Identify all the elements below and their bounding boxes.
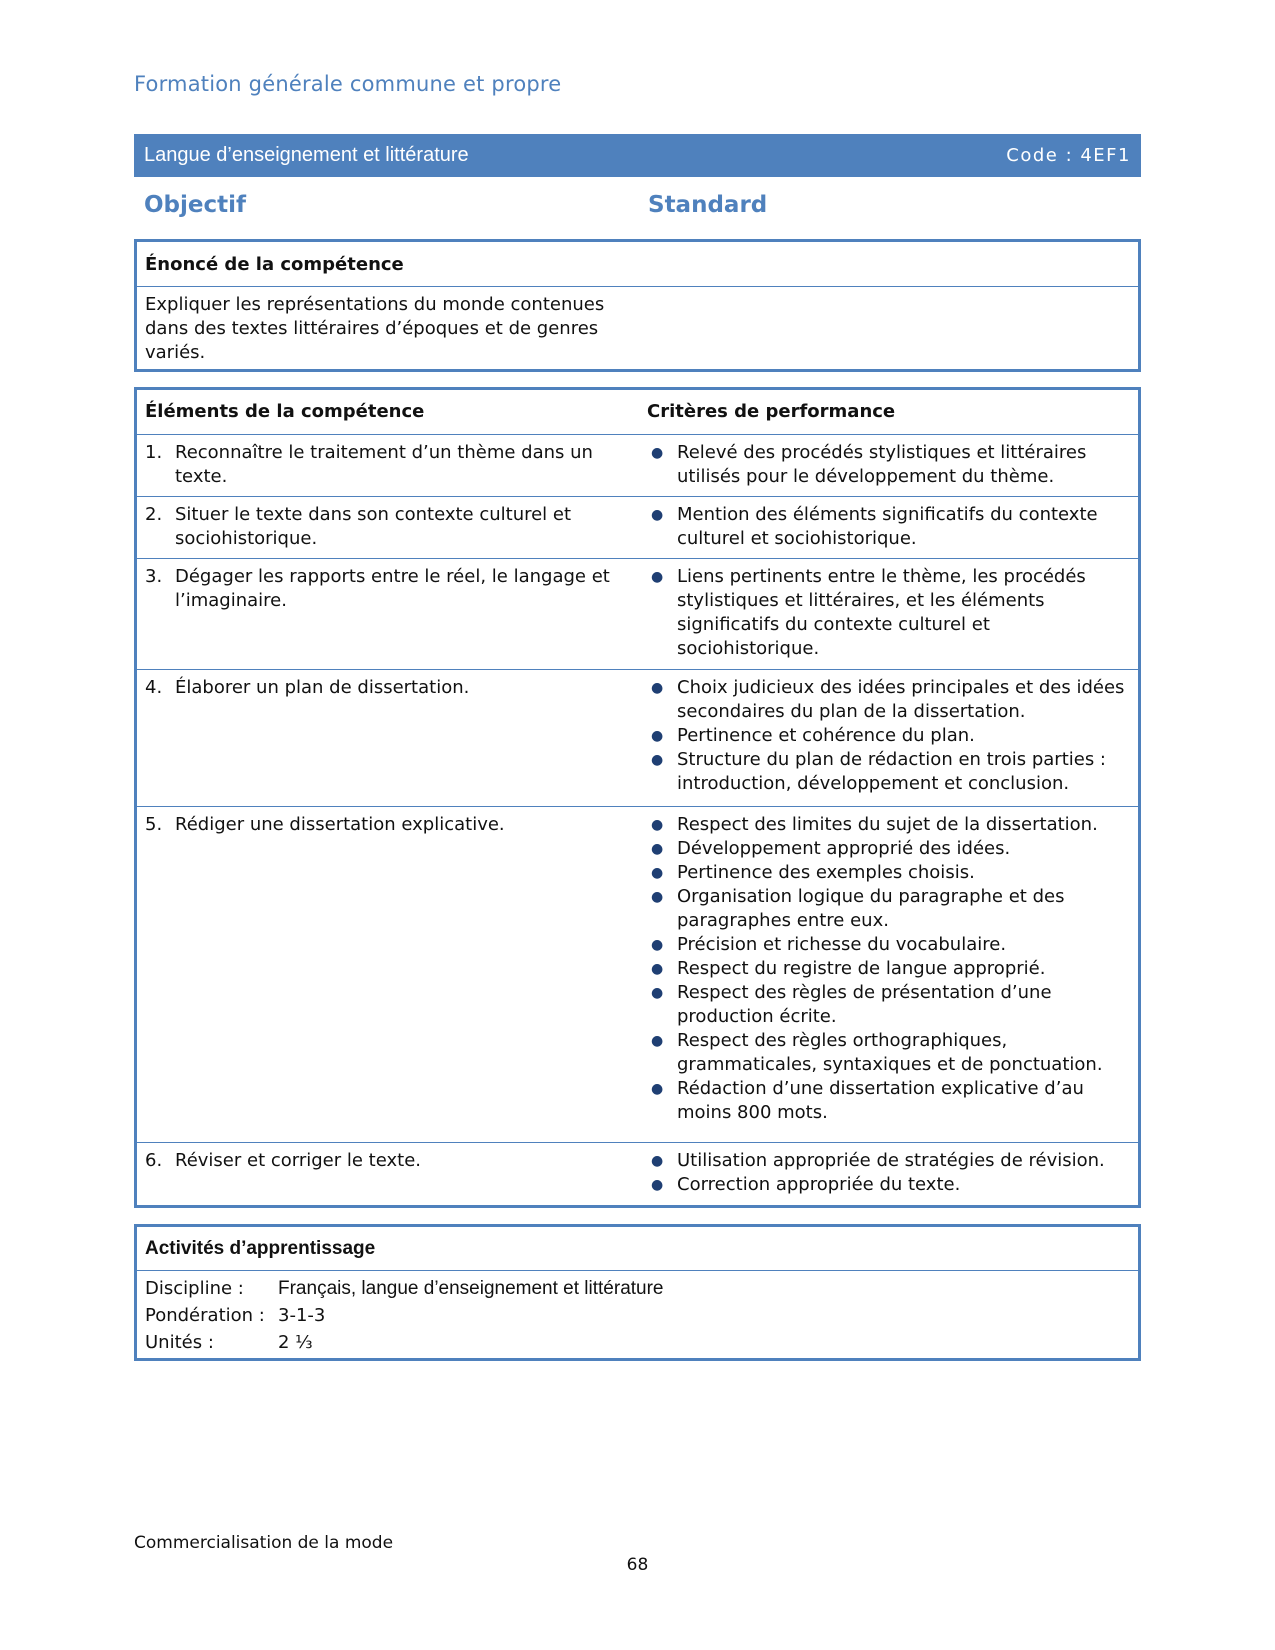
element-number: 2. [145, 504, 163, 525]
table-header-row [137, 390, 1138, 435]
units-value: 2 ⅓ [278, 1332, 313, 1353]
bullet-icon: ● [651, 889, 664, 905]
criteria-item: ● Relevé des procédés stylistiques et littéraires utilisés pour le développement du thème. [647, 441, 1130, 489]
table-row [137, 807, 1138, 1143]
bullet-icon: ● [651, 445, 664, 461]
element-text: Rédiger une dissertation explicative. [175, 814, 505, 835]
objective-heading: Objectif [144, 192, 247, 218]
element-item [145, 565, 631, 613]
element-number: 6. [145, 1150, 163, 1171]
element-number: 3. [145, 566, 163, 587]
criteria-list [647, 565, 1130, 661]
units-label: Unités : [145, 1332, 214, 1353]
element-item [145, 676, 631, 700]
bullet-icon: ● [651, 680, 664, 696]
bullet-icon: ● [651, 752, 664, 768]
bullet-icon: ● [651, 865, 664, 881]
activities-header: Activités d’apprentissage [137, 1227, 1138, 1271]
element-number: 4. [145, 677, 163, 698]
col-header-criteria: Critères de performance [647, 401, 896, 422]
table-row [137, 559, 1138, 670]
bullet-icon: ● [651, 1153, 664, 1169]
element-text: Reconnaître le traitement d’un thème dans un texte. [175, 442, 593, 487]
bullet-icon: ● [651, 841, 664, 857]
bullet-icon: ● [651, 1081, 664, 1097]
table-row [137, 435, 1138, 497]
page-number: 68 [626, 1555, 649, 1575]
standard-heading: Standard [648, 192, 768, 218]
weighting-value: 3-1-3 [278, 1305, 326, 1326]
element-item [145, 441, 631, 489]
discipline-value: Français, langue d’enseignement et littérature [278, 1278, 664, 1299]
criteria-list [647, 676, 1130, 796]
section-title: Formation générale commune et propre [134, 72, 562, 96]
footer-program: Commercialisation de la mode [134, 1533, 394, 1553]
bullet-icon: ● [651, 728, 664, 744]
element-item [145, 813, 631, 837]
bullet-icon: ● [651, 937, 664, 953]
weighting-label: Pondération : [145, 1305, 265, 1326]
element-item [145, 1149, 631, 1173]
learning-activities-box [134, 1224, 1141, 1361]
criteria-item: ● Pertinence des exemples choisis. [647, 861, 1130, 885]
competency-header: Énoncé de la compétence [137, 242, 1138, 287]
element-text: Situer le texte dans son contexte culturel et sociohistorique. [175, 504, 572, 549]
criteria-item: ● Structure du plan de rédaction en trois parties : introduction, développement et conclusion. [647, 748, 1130, 796]
criteria-item: ● Rédaction d’une dissertation explicative d’au moins 800 mots. [647, 1077, 1130, 1125]
criteria-item: ● Précision et richesse du vocabulaire. [647, 933, 1130, 957]
bullet-icon: ● [651, 985, 664, 1001]
elements-criteria-table [134, 387, 1141, 1208]
criteria-list [647, 813, 1130, 1125]
criteria-item: ● Pertinence et cohérence du plan. [647, 724, 1130, 748]
criteria-item: ● Respect des règles de présentation d’une production écrite. [647, 981, 1130, 1029]
criteria-list [647, 503, 1130, 551]
competency-statement: Expliquer les représentations du monde contenues dans des textes littéraires d’époques et de genres variés. [145, 294, 605, 363]
criteria-item: ● Choix judicieux des idées principales et des idées secondaires du plan de la dissertation. [647, 676, 1130, 724]
criteria-item: ● Développement approprié des idées. [647, 837, 1130, 861]
criteria-item: ● Liens pertinents entre le thème, les procédés stylistiques et littéraires, et les éléments significatifs du contexte culturel et sociohistorique. [647, 565, 1130, 661]
criteria-item: ● Correction appropriée du texte. [647, 1173, 1130, 1197]
element-number: 5. [145, 814, 163, 835]
bullet-icon: ● [651, 1177, 664, 1193]
criteria-list [647, 441, 1130, 489]
criteria-item: ● Respect du registre de langue approprié. [647, 957, 1130, 981]
bullet-icon: ● [651, 961, 664, 977]
discipline-row [145, 1275, 1130, 1302]
competency-box [134, 239, 1141, 372]
element-item [145, 503, 631, 551]
discipline-label: Discipline : [145, 1278, 244, 1299]
course-code: Code : 4EF1 [1006, 145, 1131, 166]
weighting-row [145, 1302, 1130, 1329]
element-text: Dégager les rapports entre le réel, le langage et l’imaginaire. [175, 566, 610, 611]
criteria-item: ● Utilisation appropriée de stratégies de révision. [647, 1149, 1130, 1173]
bullet-icon: ● [651, 569, 664, 585]
course-name: Langue d’enseignement et littérature [144, 144, 469, 166]
table-row [137, 1143, 1138, 1203]
element-text: Réviser et corriger le texte. [175, 1150, 421, 1171]
units-row [145, 1329, 1130, 1356]
element-text: Élaborer un plan de dissertation. [175, 677, 470, 698]
element-number: 1. [145, 442, 163, 463]
bullet-icon: ● [651, 817, 664, 833]
bullet-icon: ● [651, 507, 664, 523]
criteria-item: ● Organisation logique du paragraphe et des paragraphes entre eux. [647, 885, 1130, 933]
col-header-elements: Éléments de la compétence [145, 401, 425, 422]
criteria-item: ● Respect des limites du sujet de la dissertation. [647, 813, 1130, 837]
criteria-item: ● Respect des règles orthographiques, grammaticales, syntaxiques et de ponctuation. [647, 1029, 1130, 1077]
criteria-item: ● Mention des éléments significatifs du contexte culturel et sociohistorique. [647, 503, 1130, 551]
table-row [137, 497, 1138, 559]
bullet-icon: ● [651, 1033, 664, 1049]
course-header-bar [134, 134, 1141, 177]
criteria-list [647, 1149, 1130, 1197]
table-row [137, 670, 1138, 807]
